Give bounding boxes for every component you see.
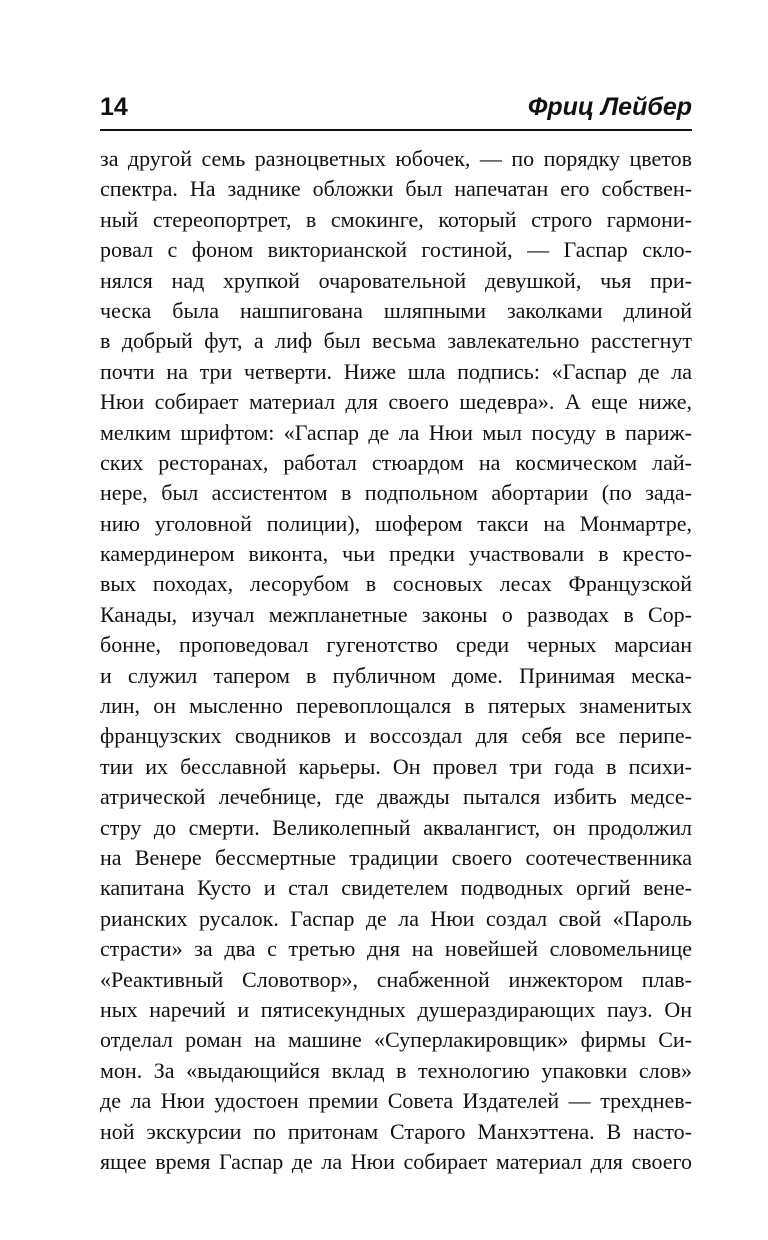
running-title-author: Фриц Лейбер bbox=[527, 93, 692, 121]
text-line: ящее время Гаспар де ла Нюи собирает материал для своего bbox=[100, 1148, 692, 1174]
text-line: и служил тапером в публичном доме. Принимая мeска- bbox=[100, 662, 692, 688]
text-line: на Венере бессмертные традиции своего соотечественника bbox=[100, 844, 692, 870]
page-number: 14 bbox=[100, 93, 128, 121]
text-line: Нюи собирает материал для своего шедевра». А еще ниже, bbox=[100, 389, 692, 415]
text-line: нялся над хрупкой очаровательной девушкой, чья при- bbox=[100, 267, 692, 293]
text-line: Канады, изучал межпланетные законы о разводах в Сор- bbox=[100, 601, 692, 627]
text-line: мон. За «выдающийся вклад в технологию упаковки слов» bbox=[100, 1057, 692, 1083]
text-line: де ла Нюи удостоен премии Совета Издателей — трехднев- bbox=[100, 1088, 692, 1114]
text-line: тии их бесславной карьеры. Он провел три года в психи- bbox=[100, 753, 692, 779]
text-line: ной экскурсии по притонам Старого Манхэттена. В насто- bbox=[100, 1118, 692, 1144]
text-line: стру до смерти. Великолепный аквалангист, он продолжил bbox=[100, 814, 692, 840]
text-line: ных наречий и пятисекундных душераздирающих пауз. Он bbox=[100, 996, 692, 1022]
text-line: атрической лечебнице, где дважды пытался избить медсе- bbox=[100, 784, 692, 810]
text-line: вых походах, лесорубом в сосновых лесах Французской bbox=[100, 571, 692, 597]
text-line: французских сводников и воссоздал для себя все перипе- bbox=[100, 723, 692, 749]
text-line: ческа была нашпигована шляпными заколками длиной bbox=[100, 297, 692, 323]
text-line: ровал с фоном викторианской гостиной, — Гаспар скло- bbox=[100, 237, 692, 263]
running-head bbox=[100, 90, 692, 124]
text-line: «Реактивный Словотвор», снабженной инжектором плав- bbox=[100, 966, 692, 992]
text-line: лин, он мысленно перевоплощался в пятерых знаменитых bbox=[100, 693, 692, 719]
header-rule bbox=[100, 129, 692, 131]
text-line: ный стереопортрет, в смокинге, который строго гармони- bbox=[100, 206, 692, 232]
text-line: спектра. На заднике обложки был напечатан его собствен- bbox=[100, 176, 692, 202]
text-line: в добрый фут, а лиф был весьма завлекательно расстегнут bbox=[100, 328, 692, 354]
text-line: нию уголовной полиции), шофером такси на Монмартре, bbox=[100, 510, 692, 536]
text-line: почти на три четверти. Ниже шла подпись: «Гаспар де ла bbox=[100, 358, 692, 384]
text-line: капитана Кусто и стал свидетелем подводных оргий вене- bbox=[100, 875, 692, 901]
text-line: мелким шрифтом: «Гаспар де ла Нюи мыл посуду в париж- bbox=[100, 419, 692, 445]
text-line: ских ресторанах, работал стюардом на космическом лай- bbox=[100, 449, 692, 475]
text-line: за другой семь разноцветных юбочек, — по порядку цветов bbox=[100, 146, 692, 171]
text-line: нере, был ассистентом в подпольном абортарии (по зада- bbox=[100, 480, 692, 506]
text-line: рианских русалок. Гаспар де ла Нюи создал свой «Пароль bbox=[100, 905, 692, 931]
text-line: страсти» за два с третью дня на новейшей словомельнице bbox=[100, 936, 692, 962]
text-line: отделал роман на машине «Суперлакировщик» фирмы Си- bbox=[100, 1027, 692, 1053]
body-text bbox=[100, 144, 692, 1177]
text-line: бонне, проповедовал гугенотство среди черных марсиан bbox=[100, 632, 692, 658]
text-line: камердинером виконта, чьи предки участвовали в кресто- bbox=[100, 541, 692, 567]
